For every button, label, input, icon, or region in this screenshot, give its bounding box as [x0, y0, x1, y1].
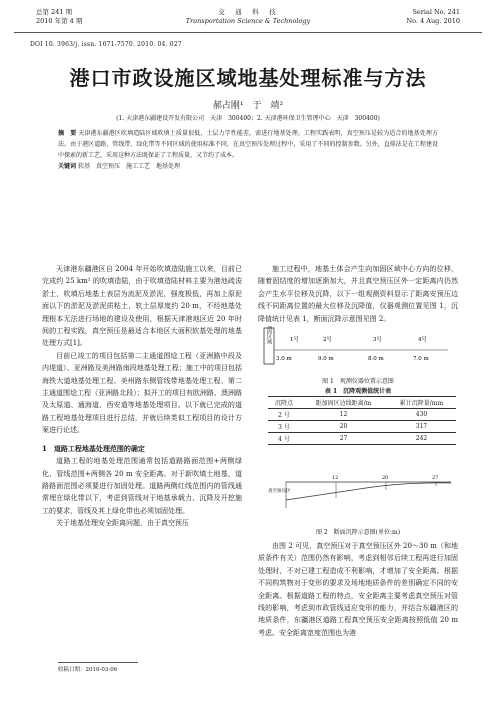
- issue-date: No. 4 Aug. 2010: [406, 17, 460, 25]
- abstract: [58, 128, 438, 172]
- affiliation: (1. 天津港东疆建设开发有限公司 天津 300400；2. 天津港环保卫生管理中心 天津 300400): [116, 115, 380, 122]
- table-1-caption: 表 1 沉降观测值统计表: [324, 388, 392, 395]
- distance-label: 27: [432, 475, 439, 481]
- table-cell: 242: [387, 433, 456, 445]
- table-cell: 12: [300, 409, 387, 421]
- table-cell: 4 号: [268, 433, 300, 445]
- abstract-label: 摘 要: [58, 130, 77, 137]
- section-heading: 1 道路工程地基处理范围的确定: [42, 443, 145, 453]
- paragraph: 由图 2 可见，真空预压对于真空预压区外 20～30 m（和地质条件有关）范围仍然有影响，考虑到相邻后续工程再进行加固处理时，不对已建工程造成不利影响，才增加了安全距离。根据不同构筑物对于变形的要求及场地地质条件的差别确定不同的安全距离。根据道路工程的特点，安全距离主要考虑真空预压对管线的影响，考虑到市政管线适应变形的能力，并结合东疆港区的地质条件，东疆港区道路工程真空预压安全距离按照低值 20 m 考虑。安全距离宽度范围也为港: [258, 542, 458, 637]
- table-cell: 317: [387, 421, 456, 433]
- serial-info: [406, 8, 460, 26]
- point-label: 4号: [418, 337, 427, 343]
- distance-label: 12: [332, 475, 339, 481]
- table-cell: 20: [300, 421, 387, 433]
- table-cell: 2 号: [268, 409, 300, 421]
- paragraph: 施工过程中，地基土体会产生向加固区域中心方向的位移，随着固结度的增加逐渐加大，并且真空预压区外一定距离内仍然会产生水平位移及沉降，以下一组观测资料显示了距离安预压边线不同距离位置的最大位移及沉降值，仪器观测位置见图 1，沉降值统计见表 1，断面沉降示意图见图 2。: [258, 265, 458, 323]
- figure-1-caption: 图 1 观测仪器位置示意图: [322, 378, 394, 385]
- figure-2: [266, 472, 456, 524]
- settlement-table: [268, 396, 456, 445]
- paragraph: 天津港东疆港区自 2004 年开始吹填造陆施工以来，目前已完成约 25 km² 的吹填造陆，由于吹填造陆材料主要为港池疏浚淤土，吹填后地基土表层为流泥及淤泥，强度极低，再加上原泥面以下的淤泥及淤泥质粘土，软土层厚度约 20 m，不经地基处理根本无法进行场地的建设及使用，根据天津港地区近 20 年时间的工程实践，真空预压是最适合本地区大面积软基处理的地基处理方式[1]。: [42, 265, 242, 348]
- paragraph: 关于地基处理安全距离问题，由于真空预压: [56, 519, 189, 528]
- point-label: 2号: [323, 337, 332, 343]
- authors: 郝占刚¹ 于 靖²: [212, 101, 284, 111]
- figure-2-caption: 图 2 断面沉降示意图(单位:m): [315, 529, 401, 536]
- abstract-text: 天津港东疆港区吹填造陆区域吹填土质量很低，土层力学性能差，需进行地基处理。工程实践表明，真空预压是较为适合的地基处理方法。由于港区道路、管线带、绿化带等不同区域的使用标准不同，在真空预压处理过程中，采用了不同的控制参数。另外，直排法是在工程建设中探索的新工艺，采用这种方法既保证了工程质量，又节约了成本。: [58, 130, 438, 159]
- keywords-label: 关键词: [58, 163, 77, 170]
- table-header: 距加固区边线距离/m: [300, 397, 387, 409]
- table-cell: 3 号: [268, 421, 300, 433]
- paper-title: 港口市政设施区域地基处理标准与方法: [69, 66, 427, 90]
- right-column-top: [258, 263, 458, 325]
- table-row: [268, 409, 456, 421]
- table-row: [268, 433, 456, 445]
- table-header: 沉降点: [268, 397, 300, 409]
- paragraph: 道路工程的地基处理范围通常包括道路路面范围+两侧绿化、管线范围+两侧各 20 m 安全距离。对于新吹填土地基，道路路面范围必须要进行加固处理。道路两侧红线范围内的管线通常埋在绿化带以下，考虑到管线对于地基承载力、沉降及开挖施工的要求，管线及其上绿化带也必须加固处理。: [42, 457, 242, 515]
- table-header: 累计沉降量/mm: [387, 397, 456, 409]
- instrument-position-diagram: [258, 326, 458, 372]
- settlement-curve: [286, 483, 451, 500]
- distance-label: 9.0 m: [318, 356, 334, 362]
- total-issue: 总第 241 期: [36, 8, 73, 16]
- paragraph: 目前已竣工的项目包括第二主通道围埝工程（亚洲路中段及内堤道）、亚洲路及美洲路南段地基处理工程；施工中的项目包括海铁大道地基处理工程、美州路东侧管线带地基处理工程、第二主通道围埝工程（亚洲路北段）；拟开工的项目有欧洲路、澳洲路及太原道、通海道、西安道等地基处理项目。以下就已完成的道路工程地基处理项目进行总结，并就后续类似工程项目的设计方案进行论述。: [42, 351, 242, 435]
- zone-label: 真空预压区: [268, 489, 291, 494]
- right-column-bottom: [258, 540, 458, 639]
- doi: DOI 10. 3963/j. issn. 1671-7570. 2010. 04. 027: [30, 41, 182, 48]
- distance-label: 7.0 m: [413, 356, 429, 362]
- zone-label: 加固区域: [266, 326, 272, 344]
- left-column: [42, 263, 242, 530]
- figure-1: [258, 326, 458, 384]
- journal-name-cn: 交 通 科 技: [218, 8, 278, 16]
- table-cell: 27: [300, 433, 387, 445]
- point-label: 1号: [290, 337, 299, 343]
- settlement-section-diagram: [266, 472, 456, 514]
- table-header-row: [268, 397, 456, 409]
- running-header: [14, 8, 482, 33]
- distance-label: 8.0 m: [368, 356, 384, 362]
- distance-label: 3.0 m: [276, 356, 292, 362]
- serial-number: Serial No. 241: [412, 8, 460, 16]
- point-label: 3号: [373, 337, 382, 343]
- received-date: 收稿日期：2010-03-06: [58, 662, 138, 673]
- year-issue: 2010 年第 4 期: [36, 17, 83, 25]
- keywords-text: 软基 真空预压 施工工艺 地基处理: [77, 163, 180, 170]
- journal-name-en: Transportation Science & Technology: [185, 17, 311, 25]
- table-row: [268, 421, 456, 433]
- table-cell: 430: [387, 409, 456, 421]
- distance-label: 20: [382, 475, 389, 481]
